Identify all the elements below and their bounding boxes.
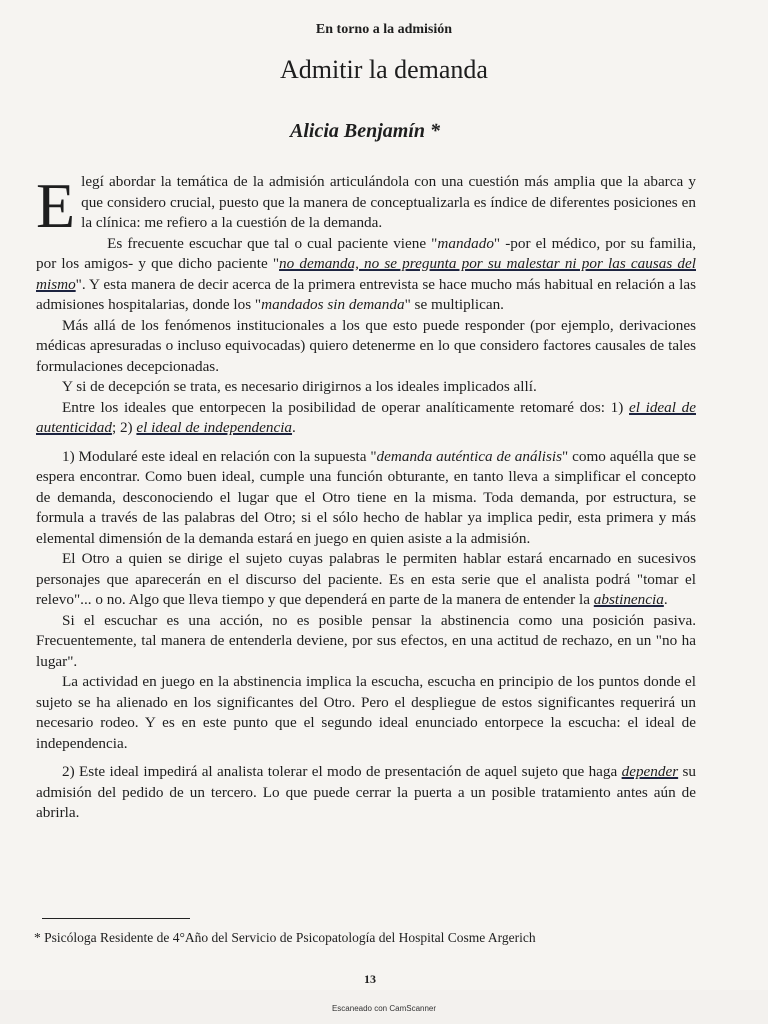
- running-head: En torno a la admisión: [315, 22, 453, 37]
- paragraph-5: Entre los ideales que entorpecen la posibilidad de operar analíticamente retomaré dos: 1) el ideal de autenticidad; 2) el ideal de independencia.: [36, 398, 696, 436]
- paragraph-8: Si el escuchar es una acción, no es posible pensar la abstinencia como una posición pasiva. Frecuentemente, tal manera de entenderla deviene, por sus efectos, en una actitud de rechazo, en un "no ha lugar".: [36, 611, 696, 670]
- article-body: [36, 172, 696, 824]
- paragraph-3: Más allá de los fenómenos institucionales a los que esto puede responder (por ejemplo, derivaciones médicas apresuradas o incluso equivocadas) quiero detenerme en lo que considero factores causales de tales formulaciones decepcionadas.: [36, 316, 696, 375]
- paragraph-1: Elegí abordar la temática de la admisión articulándola con una cuestión más amplia que la abarca y que considero crucial, puesto que la manera de conceptualizarla es índice de diferentes posiciones en la clínica: me refiero a la cuestión de la demanda.: [36, 170, 696, 241]
- paragraph-9: La actividad en juego en la abstinencia implica la escucha, escucha en principio de los puntos donde el sujeto se ha alienado en los significantes del Otro. Pero el despliegue de estos significantes requerirá un necesario rodeo. Y es en este punto que el segundo ideal enunciado entorpece la escucha: el ideal de independencia.: [36, 673, 696, 752]
- paragraph-4: Y si de decepción se trata, es necesario dirigirnos a los ideales implicados allí.: [62, 378, 537, 395]
- paragraph-6: 1) Modularé este ideal en relación con la supuesta "demanda auténtica de análisis" como aquélla que se espera encontrar. Como buen ideal, cumple una función obturante, en tanto lleva a simplificar el concepto de demanda, desconociendo el lugar que el Otro tiene en la misma. Toda demanda, por estructura, se formula a través de las palabras del Otro; si el sólo hecho de hablar ya implica pedir, esta primera y más elemental dimensión de la demanda estará en juego en quien asiste a la admisión.: [36, 447, 696, 547]
- page-number: 13: [364, 972, 376, 986]
- article-author: Alicia Benjamín *: [289, 120, 441, 142]
- paragraph-2: Es frecuente escuchar que tal o cual paciente viene "mandado" -por el médico, por su familia, por los amigos- y que dicho paciente "no demanda, no se pregunta por su malestar ni por las causas del mismo". Y esta manera de decir acerca de la primera entrevista se hace mucho más habitual en relación a las admisiones hospitalarias, donde los "mandados sin demanda" se multiplican.: [36, 234, 696, 313]
- paragraph-7: El Otro a quien se dirige el sujeto cuyas palabras le permiten hablar estará encarnado en sucesivos personajes que aparecerán en el discurso del paciente. Es en esta serie que el analista podrá "tomar el relevo"... o no. Algo que lleva tiempo y que dependerá en parte de la manera de entender la abstinencia.: [36, 550, 696, 608]
- footnote: * Psicóloga Residente de 4°Año del Servicio de Psicopatología del Hospital Cosme Argerich: [34, 930, 536, 945]
- paragraph-10: 2) Este ideal impedirá al analista tolerar el modo de presentación de aquel sujeto que haga depender su admisión del pedido de un tercero. Lo que puede cerrar la puerta a un posible tratamiento antes aún de abrirla.: [36, 763, 696, 821]
- drop-cap: E: [36, 170, 76, 241]
- article-title: Admitir la demanda: [280, 55, 488, 84]
- scanner-watermark: Escaneado con CamScanner: [331, 1004, 437, 1013]
- footnote-rule: [42, 918, 190, 919]
